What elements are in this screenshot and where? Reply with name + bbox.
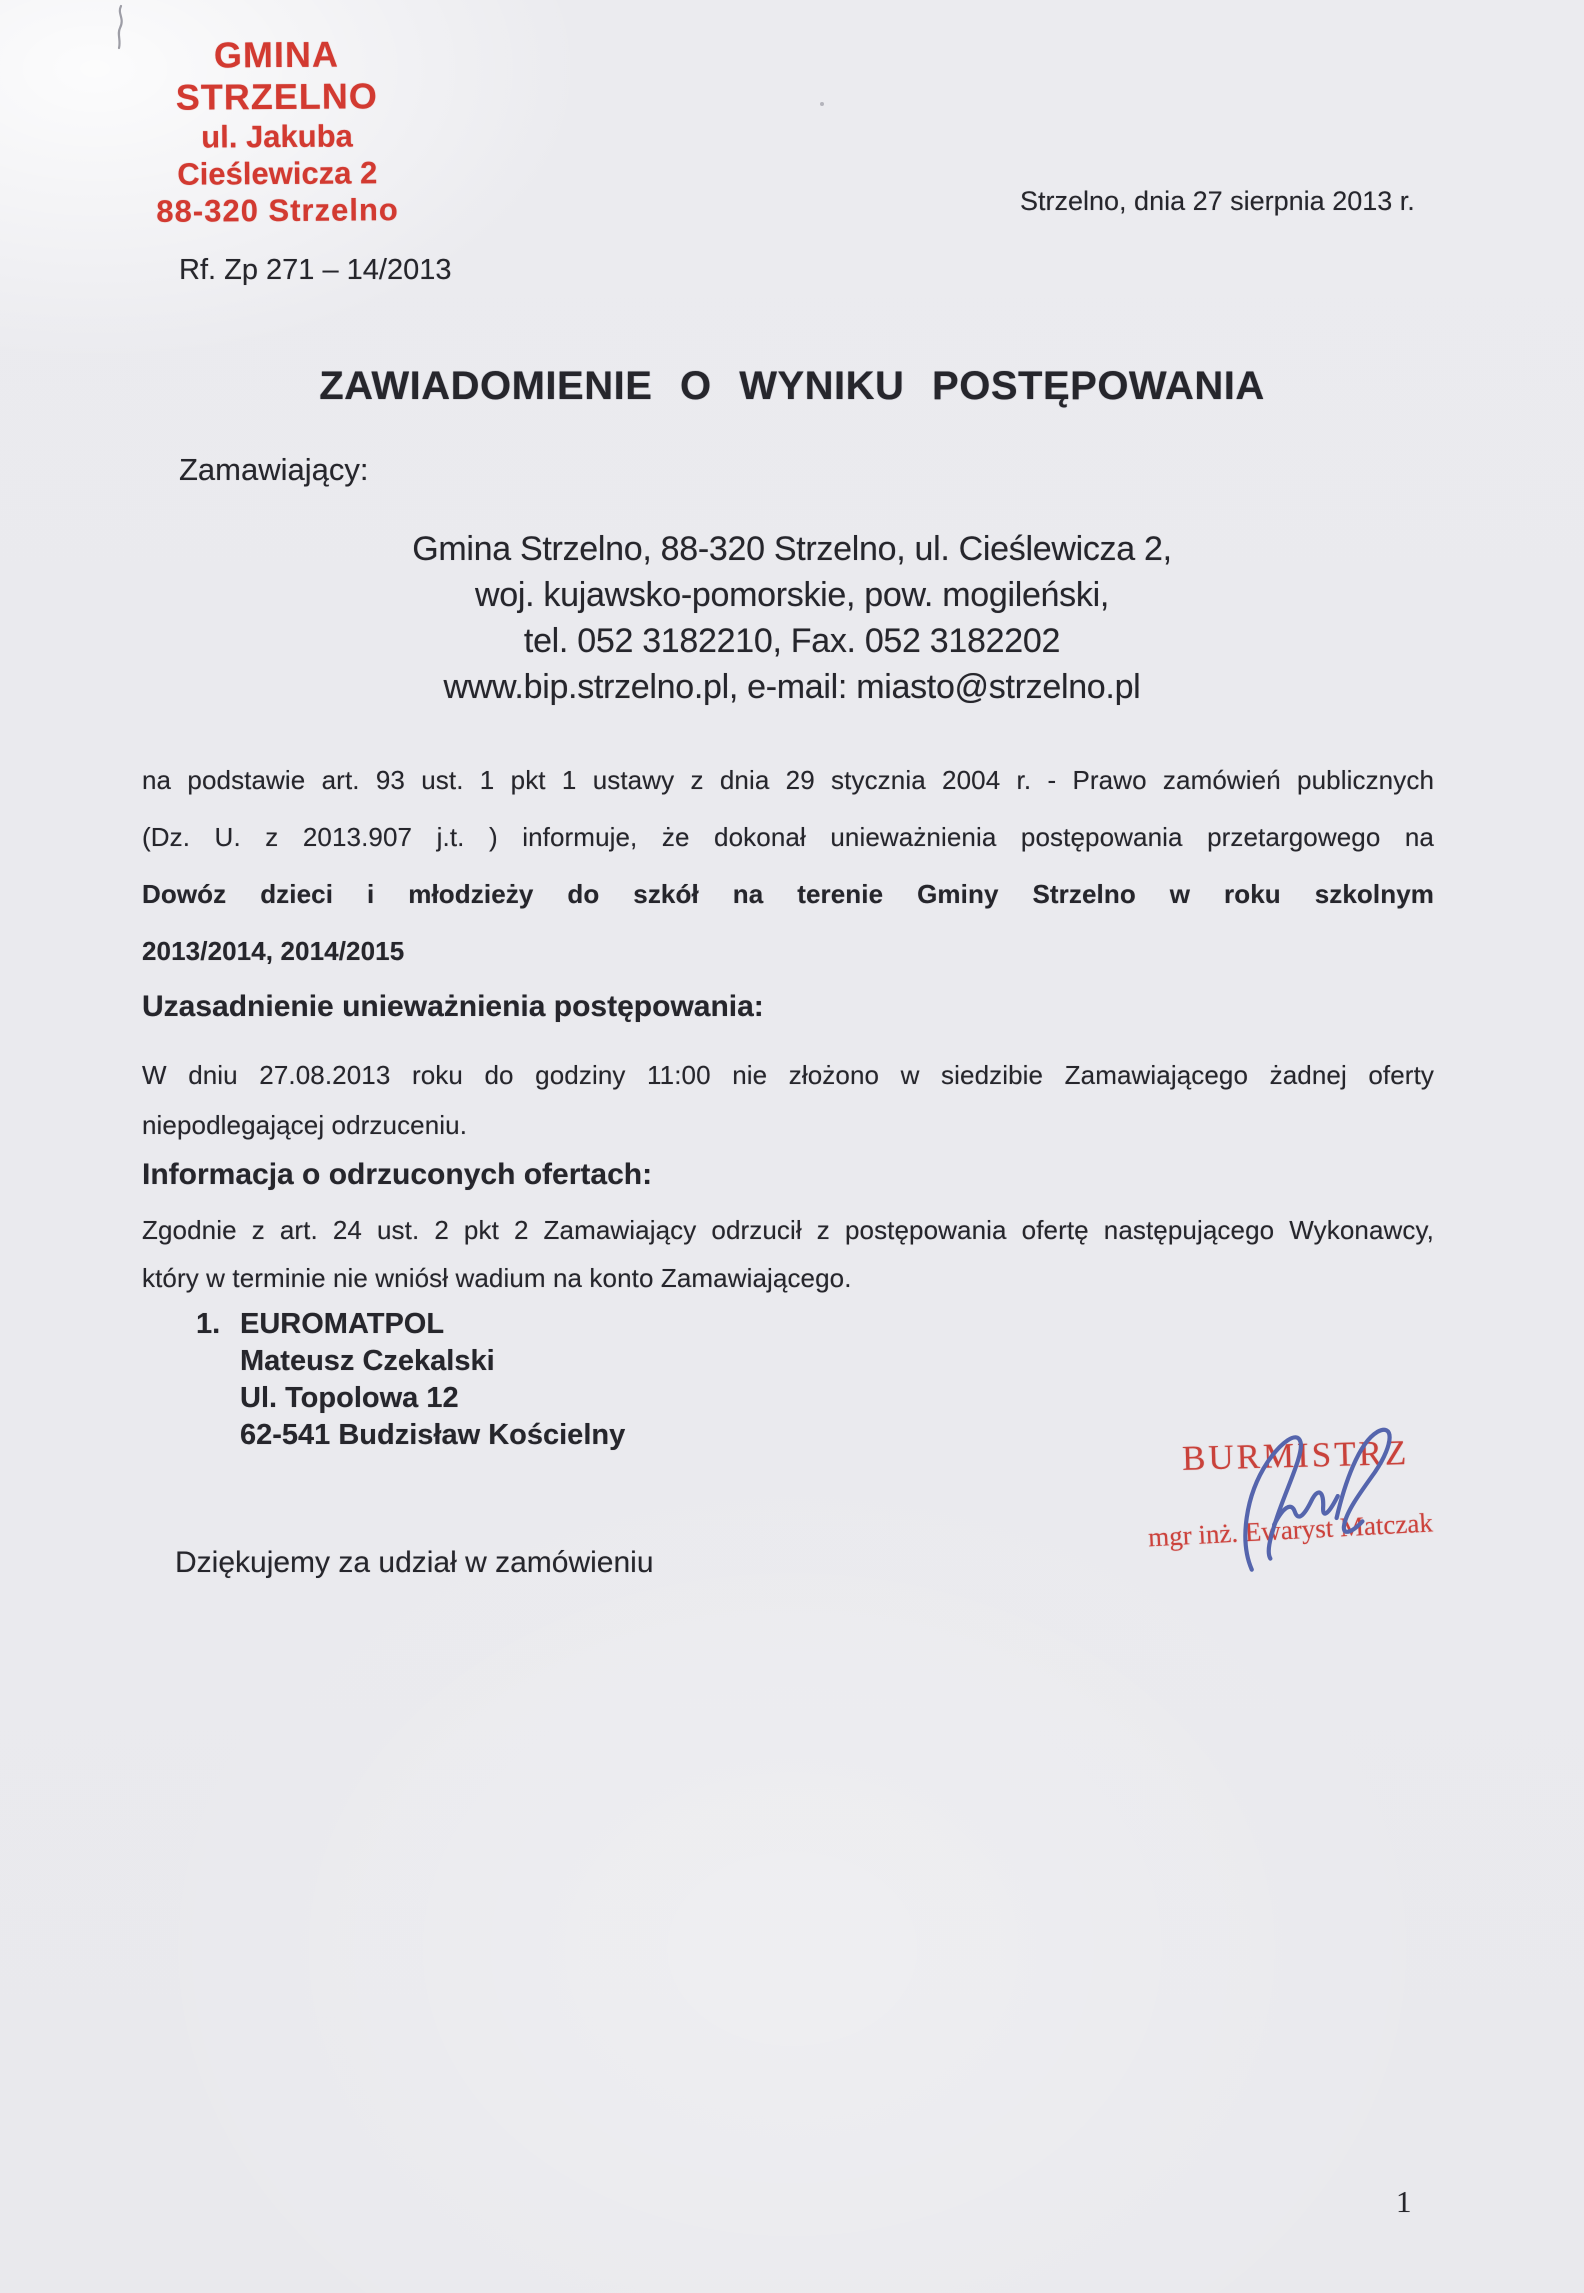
document-title: ZAWIADOMIENIE O WYNIKU POSTĘPOWANIA [319,364,1265,408]
buyer-label: Zamawiający: [179,452,369,487]
handwritten-signature [1222,1396,1452,1586]
mayor-name-stamp: mgr inż. Ewaryst Matczak [1147,1507,1434,1553]
sender-stamp [111,33,442,230]
procurement-subject-line: Dowóz dzieci i młodzieży do szkół na terenie Gminy Strzelno w roku szkolnym [142,879,1434,909]
buyer-address-line: Gmina Strzelno, 88-320 Strzelno, ul. Cieślewicza 2, [412,530,1172,568]
scan-artifact-speck [820,102,824,106]
rejected-offers-heading: Informacja o odrzuconych ofertach: [142,1158,653,1191]
annulment-line: W dniu 27.08.2013 roku do godziny 11:00 nie złożono w siedzibie Zamawiającego żadnej oferty [142,1060,1434,1090]
reference-number: Rf. Zp 271 – 14/2013 [179,254,452,286]
intro-line: (Dz. U. z 2013.907 j.t. ) informuje, że dokonał unieważnienia postępowania przetargowego na [142,822,1434,852]
annulment-paragraph [142,1050,1434,1150]
buyer-address-line: tel. 052 3182210, Fax. 052 3182202 [523,622,1061,660]
rejected-bidder-person: Mateusz Czekalski [240,1345,495,1377]
rejected-bidder-index: 1. [196,1308,221,1340]
rejected-bidder-city: 62-541 Budzisław Kościelny [240,1419,626,1451]
buyer-address-line: woj. kujawsko-pomorskie, pow. mogileński, [475,576,1109,614]
intro-paragraph [142,752,1434,980]
procurement-years-line: 2013/2014, 2014/2015 [142,936,405,966]
rejected-bidder-name: EUROMATPOL [240,1308,445,1340]
page-number: 1 [1396,2184,1412,2219]
mayor-title-stamp: BURMISTRZ [1181,1432,1410,1478]
annulment-line: niepodlegającej odrzuceniu. [142,1110,468,1140]
sender-stamp-street: ul. Jakuba Cieślewicza 2 [177,118,378,192]
closing-line: Dziękujemy za udział w zamówieniu [175,1546,654,1579]
sender-stamp-city: 88-320 Strzelno [156,192,399,229]
intro-line: na podstawie art. 93 ust. 1 pkt 1 ustawy z dnia 29 stycznia 2004 r. - Prawo zamówień publicznych [142,765,1434,795]
sender-stamp-name: GMINA STRZELNO [175,33,378,118]
rejected-offers-line: który w terminie nie wniósł wadium na konto Zamawiającego. [142,1263,852,1293]
annulment-heading: Uzasadnienie unieważnienia postępowania: [142,990,764,1023]
buyer-address-line: www.bip.strzelno.pl, e-mail: miasto@strzelno.pl [443,668,1141,706]
rejected-bidder-item [196,1306,625,1454]
rejected-offers-line: Zgodnie z art. 24 ust. 2 pkt 2 Zamawiający odrzucił z postępowania ofertę następującego Wykonawcy, [142,1215,1434,1245]
rejected-bidder-street: Ul. Topolowa 12 [240,1382,459,1414]
buyer-address-block [0,526,1584,710]
dateline: Strzelno, dnia 27 sierpnia 2013 r. [1020,186,1415,216]
rejected-offers-paragraph [142,1206,1434,1302]
